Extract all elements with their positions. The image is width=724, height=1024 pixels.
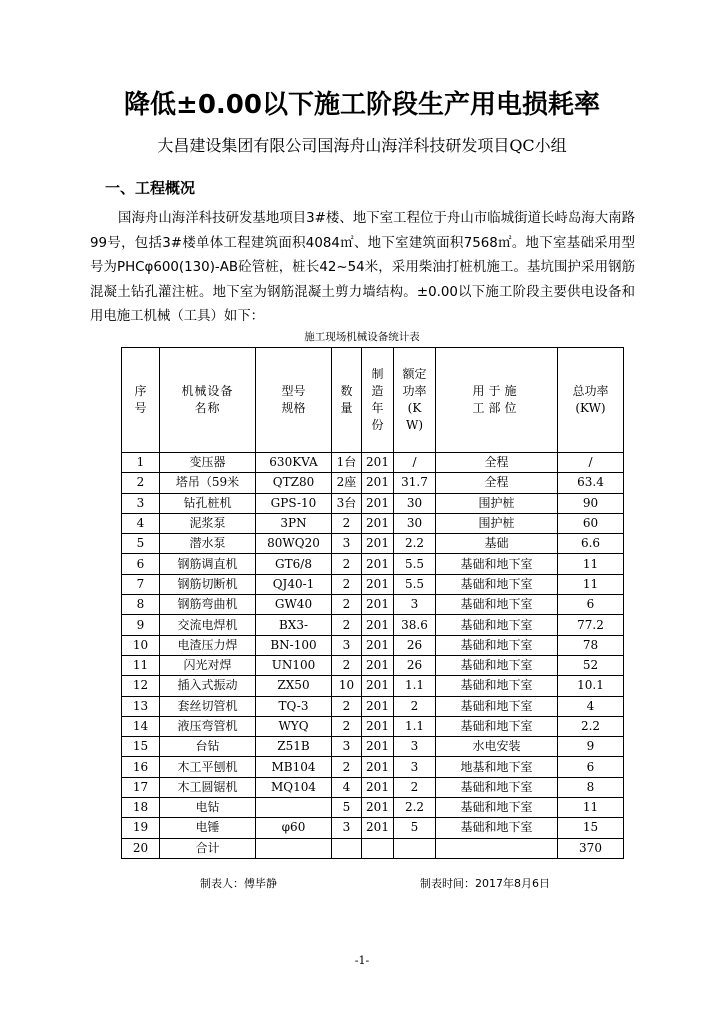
cell-model: QJ40-1 [256, 574, 332, 594]
cell-qty: 1台 [332, 453, 362, 473]
cell-total: 2.2 [558, 716, 624, 736]
cell-index: 16 [122, 757, 160, 777]
table-row [122, 534, 624, 554]
cell-qty: 2 [332, 595, 362, 615]
table-row [122, 615, 624, 635]
cell-rated: 3 [394, 757, 436, 777]
cell-name: 塔吊（59米 [160, 473, 256, 493]
cell-name: 潜水泵 [160, 534, 256, 554]
cell-index: 9 [122, 615, 160, 635]
table-row [122, 655, 624, 675]
cell-index: 15 [122, 737, 160, 757]
cell-total: 77.2 [558, 615, 624, 635]
cell-name: 木工圆锯机 [160, 777, 256, 797]
cell-qty: 4 [332, 777, 362, 797]
cell-usage: 基础和地下室 [436, 798, 558, 818]
cell-usage: 地基和地下室 [436, 757, 558, 777]
header-model: 型号规格 [256, 348, 332, 453]
cell-year: 201 [362, 716, 394, 736]
cell-rated: 38.6 [394, 615, 436, 635]
cell-usage [436, 838, 558, 858]
cell-year: 201 [362, 534, 394, 554]
table-maker: 制表人：傅毕静 [200, 877, 277, 890]
cell-usage: 基础和地下室 [436, 716, 558, 736]
table-row [122, 696, 624, 716]
cell-model [256, 798, 332, 818]
cell-qty [332, 838, 362, 858]
cell-total: 52 [558, 655, 624, 675]
cell-model: Z51B [256, 737, 332, 757]
cell-qty: 3 [332, 737, 362, 757]
cell-model [256, 838, 332, 858]
cell-total: 60 [558, 513, 624, 533]
cell-model: WYQ [256, 716, 332, 736]
table-row [122, 595, 624, 615]
cell-year: 201 [362, 737, 394, 757]
cell-name: 钻孔桩机 [160, 493, 256, 513]
cell-total: 11 [558, 798, 624, 818]
cell-qty: 3台 [332, 493, 362, 513]
cell-index: 7 [122, 574, 160, 594]
cell-index: 5 [122, 534, 160, 554]
cell-name: 合计 [160, 838, 256, 858]
cell-total: 11 [558, 554, 624, 574]
cell-total: 6 [558, 757, 624, 777]
cell-rated: 30 [394, 513, 436, 533]
cell-year: 201 [362, 777, 394, 797]
cell-rated: 1.1 [394, 716, 436, 736]
cell-qty: 3 [332, 534, 362, 554]
cell-name: 电锤 [160, 818, 256, 838]
cell-index: 11 [122, 655, 160, 675]
cell-index: 20 [122, 838, 160, 858]
cell-name: 电钻 [160, 798, 256, 818]
cell-model: ZX50 [256, 676, 332, 696]
cell-rated [394, 838, 436, 858]
cell-name: 台钻 [160, 737, 256, 757]
cell-total: 11 [558, 574, 624, 594]
cell-total: 15 [558, 818, 624, 838]
cell-rated: 26 [394, 655, 436, 675]
cell-qty: 10 [332, 676, 362, 696]
table-row [122, 777, 624, 797]
table-row [122, 838, 624, 858]
page-number: -1- [354, 954, 370, 967]
cell-model: GPS-10 [256, 493, 332, 513]
table-row [122, 473, 624, 493]
cell-model: UN100 [256, 655, 332, 675]
table-row [122, 676, 624, 696]
cell-rated: 30 [394, 493, 436, 513]
cell-model: BX3- [256, 615, 332, 635]
cell-index: 14 [122, 716, 160, 736]
cell-usage: 基础和地下室 [436, 655, 558, 675]
cell-year: 201 [362, 554, 394, 574]
table-row [122, 554, 624, 574]
cell-usage: 全程 [436, 473, 558, 493]
table-row [122, 757, 624, 777]
cell-rated: 31.7 [394, 473, 436, 493]
cell-usage: 基础和地下室 [436, 676, 558, 696]
cell-rated: / [394, 453, 436, 473]
cell-year: 201 [362, 473, 394, 493]
cell-total: 6 [558, 595, 624, 615]
document-subtitle: 大昌建设集团有限公司国海舟山海洋科技研发项目QC小组 [157, 136, 567, 155]
table-row [122, 737, 624, 757]
cell-index: 8 [122, 595, 160, 615]
header-total-power: 总功率(KW) [558, 348, 624, 453]
cell-total: 63.4 [558, 473, 624, 493]
cell-index: 1 [122, 453, 160, 473]
cell-name: 交流电焊机 [160, 615, 256, 635]
cell-total: / [558, 453, 624, 473]
section-heading: 一、工程概况 [105, 179, 196, 197]
cell-index: 10 [122, 635, 160, 655]
cell-index: 17 [122, 777, 160, 797]
table-caption: 施工现场机械设备统计表 [304, 331, 420, 343]
cell-usage: 基础和地下室 [436, 574, 558, 594]
cell-year [362, 838, 394, 858]
cell-year: 201 [362, 798, 394, 818]
table-row [122, 574, 624, 594]
cell-year: 201 [362, 493, 394, 513]
cell-year: 201 [362, 615, 394, 635]
document-title: 降低±0.00以下施工阶段生产用电损耗率 [124, 90, 600, 120]
header-index: 序号 [122, 348, 160, 453]
cell-model: BN-100 [256, 635, 332, 655]
cell-total: 78 [558, 635, 624, 655]
table-row [122, 635, 624, 655]
cell-model: TQ-3 [256, 696, 332, 716]
cell-total: 10.1 [558, 676, 624, 696]
cell-total: 6.6 [558, 534, 624, 554]
cell-rated: 2 [394, 696, 436, 716]
cell-qty: 2 [332, 513, 362, 533]
table-row [122, 493, 624, 513]
cell-rated: 5 [394, 818, 436, 838]
cell-model: QTZ80 [256, 473, 332, 493]
table-body [122, 453, 624, 859]
cell-index: 2 [122, 473, 160, 493]
table-row [122, 798, 624, 818]
cell-index: 18 [122, 798, 160, 818]
cell-qty: 2 [332, 655, 362, 675]
header-usage: 用于施工部位 [436, 348, 558, 453]
header-qty: 数量 [332, 348, 362, 453]
cell-year: 201 [362, 574, 394, 594]
cell-year: 201 [362, 696, 394, 716]
cell-model: MB104 [256, 757, 332, 777]
cell-name: 泥浆泵 [160, 513, 256, 533]
cell-qty: 2座 [332, 473, 362, 493]
cell-usage: 基础和地下室 [436, 818, 558, 838]
cell-name: 木工平刨机 [160, 757, 256, 777]
cell-index: 19 [122, 818, 160, 838]
cell-rated: 2.2 [394, 798, 436, 818]
cell-rated: 2.2 [394, 534, 436, 554]
cell-rated: 5.5 [394, 554, 436, 574]
cell-year: 201 [362, 595, 394, 615]
cell-name: 插入式振动 [160, 676, 256, 696]
cell-index: 3 [122, 493, 160, 513]
cell-index: 4 [122, 513, 160, 533]
header-year: 制造年份 [362, 348, 394, 453]
cell-qty: 3 [332, 635, 362, 655]
cell-model: 80WQ20 [256, 534, 332, 554]
cell-name: 钢筋调直机 [160, 554, 256, 574]
cell-usage: 围护桩 [436, 493, 558, 513]
cell-qty: 2 [332, 696, 362, 716]
cell-usage: 基础和地下室 [436, 696, 558, 716]
cell-rated: 3 [394, 737, 436, 757]
cell-usage: 围护桩 [436, 513, 558, 533]
cell-name: 钢筋弯曲机 [160, 595, 256, 615]
header-rated-power: 额定功率(KW) [394, 348, 436, 453]
cell-name: 闪光对焊 [160, 655, 256, 675]
cell-year: 201 [362, 513, 394, 533]
cell-usage: 基础和地下室 [436, 595, 558, 615]
cell-year: 201 [362, 635, 394, 655]
cell-name: 电渣压力焊 [160, 635, 256, 655]
cell-qty: 5 [332, 798, 362, 818]
cell-model: GT6/8 [256, 554, 332, 574]
cell-model: 3PN [256, 513, 332, 533]
cell-year: 201 [362, 757, 394, 777]
cell-index: 6 [122, 554, 160, 574]
cell-name: 套丝切管机 [160, 696, 256, 716]
table-row [122, 453, 624, 473]
cell-year: 201 [362, 676, 394, 696]
cell-year: 201 [362, 818, 394, 838]
cell-name: 液压弯管机 [160, 716, 256, 736]
header-name: 机械设备名称 [160, 348, 256, 453]
cell-total: 370 [558, 838, 624, 858]
table-row [122, 818, 624, 838]
cell-total: 90 [558, 493, 624, 513]
cell-year: 201 [362, 655, 394, 675]
cell-qty: 2 [332, 757, 362, 777]
cell-name: 钢筋切断机 [160, 574, 256, 594]
table-row [122, 513, 624, 533]
table-row [122, 716, 624, 736]
cell-qty: 2 [332, 554, 362, 574]
cell-rated: 1.1 [394, 676, 436, 696]
equipment-table [121, 347, 624, 859]
cell-usage: 基础和地下室 [436, 554, 558, 574]
cell-model: 630KVA [256, 453, 332, 473]
cell-name: 变压器 [160, 453, 256, 473]
cell-model: φ60 [256, 818, 332, 838]
overview-paragraph: 国海舟山海洋科技研发基地项目3#楼、地下室工程位于舟山市临城街道长峙岛海大南路99号，包括3#楼单体工程建筑面积4084㎡、地下室建筑面积7568㎡。地下室基础采用型号为PHCφ600(130)-AB砼管桩，桩长42~54米，采用柴油打桩机施工。基坑围护采用钢筋混凝土钻孔灌注桩。地下室为钢筋混凝土剪力墙结构。±0.00以下施工阶段主要供电设备和用电施工机械（工具）如下： [90, 211, 635, 324]
table-header-row [122, 348, 624, 453]
cell-total: 4 [558, 696, 624, 716]
cell-index: 12 [122, 676, 160, 696]
cell-rated: 26 [394, 635, 436, 655]
cell-model: GW40 [256, 595, 332, 615]
cell-usage: 基础和地下室 [436, 635, 558, 655]
cell-index: 13 [122, 696, 160, 716]
cell-usage: 基础 [436, 534, 558, 554]
cell-model: MQ104 [256, 777, 332, 797]
cell-total: 8 [558, 777, 624, 797]
cell-qty: 2 [332, 716, 362, 736]
cell-rated: 3 [394, 595, 436, 615]
cell-qty: 3 [332, 818, 362, 838]
cell-rated: 5.5 [394, 574, 436, 594]
cell-rated: 2 [394, 777, 436, 797]
cell-qty: 2 [332, 615, 362, 635]
cell-usage: 水电安装 [436, 737, 558, 757]
cell-usage: 基础和地下室 [436, 615, 558, 635]
cell-total: 9 [558, 737, 624, 757]
cell-year: 201 [362, 453, 394, 473]
cell-usage: 基础和地下室 [436, 777, 558, 797]
table-date: 制表时间：2017年8月6日 [420, 877, 550, 890]
cell-usage: 全程 [436, 453, 558, 473]
project-overview [90, 207, 635, 330]
cell-qty: 2 [332, 574, 362, 594]
